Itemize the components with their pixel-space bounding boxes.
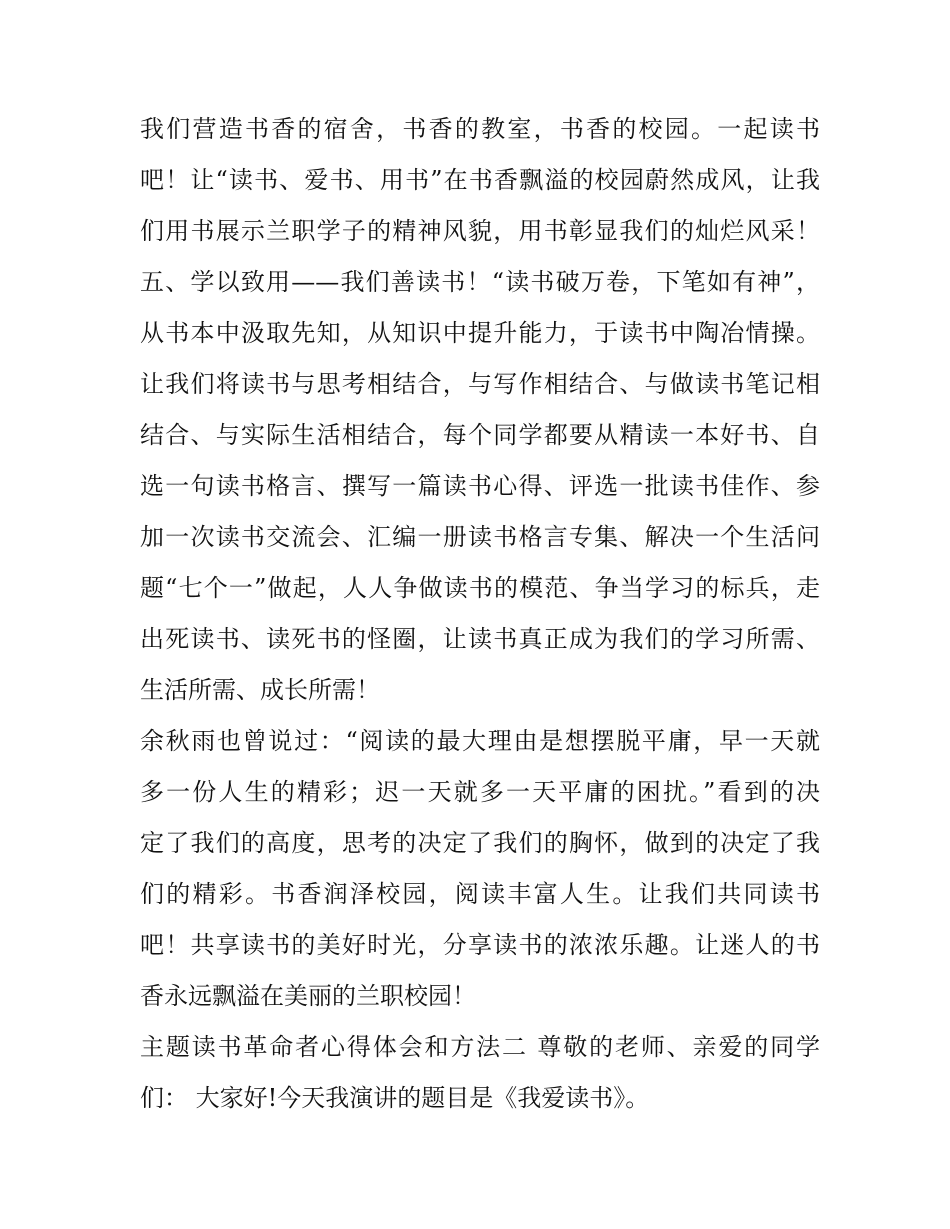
text-line: 香永远飘溢在美丽的兰职校园！ — [140, 982, 476, 1010]
text-line: 吧！让“读书、爱书、用书”在书香飘溢的校园蔚然成风，让我 — [140, 166, 820, 194]
text-line: 定了我们的高度，思考的决定了我们的胸怀，做到的决定了我 — [140, 829, 820, 857]
text-line: 让我们将读书与思考相结合，与写作相结合、与做读书笔记相 — [140, 370, 820, 398]
text-line: 们： 大家好!今天我演讲的题目是《我爱读书》。 — [140, 1084, 650, 1112]
text-line: 五、学以致用——我们善读书！“读书破万卷，下笔如有神”， — [140, 268, 820, 296]
text-line: 加一次读书交流会、汇编一册读书格言专集、解决一个生活问 — [140, 523, 820, 551]
text-line: 结合、与实际生活相结合，每个同学都要从精读一本好书、自 — [140, 421, 820, 449]
text-line: 我们营造书香的宿舍，书香的教室，书香的校园。一起读书 — [140, 115, 820, 143]
text-line: 余秋雨也曾说过：“阅读的最大理由是想摆脱平庸，早一天就 — [140, 727, 820, 755]
text-line: 选一句读书格言、撰写一篇读书心得、评选一批读书佳作、参 — [140, 472, 820, 500]
text-line: 生活所需、成长所需！ — [140, 676, 380, 704]
text-line: 们用书展示兰职学子的精神风貌，用书彰显我们的灿烂风采！ — [140, 217, 820, 245]
text-line: 从书本中汲取先知，从知识中提升能力，于读书中陶冶情操。 — [140, 319, 820, 347]
text-line: 们的精彩。书香润泽校园，阅读丰富人生。让我们共同读书 — [140, 880, 820, 908]
text-line: 多一份人生的精彩；迟一天就多一天平庸的困扰。”看到的决 — [140, 778, 820, 806]
document-body — [140, 104, 820, 1124]
text-line: 出死读书、读死书的怪圈，让读书真正成为我们的学习所需、 — [140, 625, 820, 653]
text-line: 题“七个一”做起，人人争做读书的模范、争当学习的标兵，走 — [140, 574, 820, 602]
text-line: 主题读书革命者心得体会和方法二 尊敬的老师、亲爱的同学 — [140, 1033, 820, 1061]
text-line: 吧！共享读书的美好时光，分享读书的浓浓乐趣。让迷人的书 — [140, 931, 820, 959]
